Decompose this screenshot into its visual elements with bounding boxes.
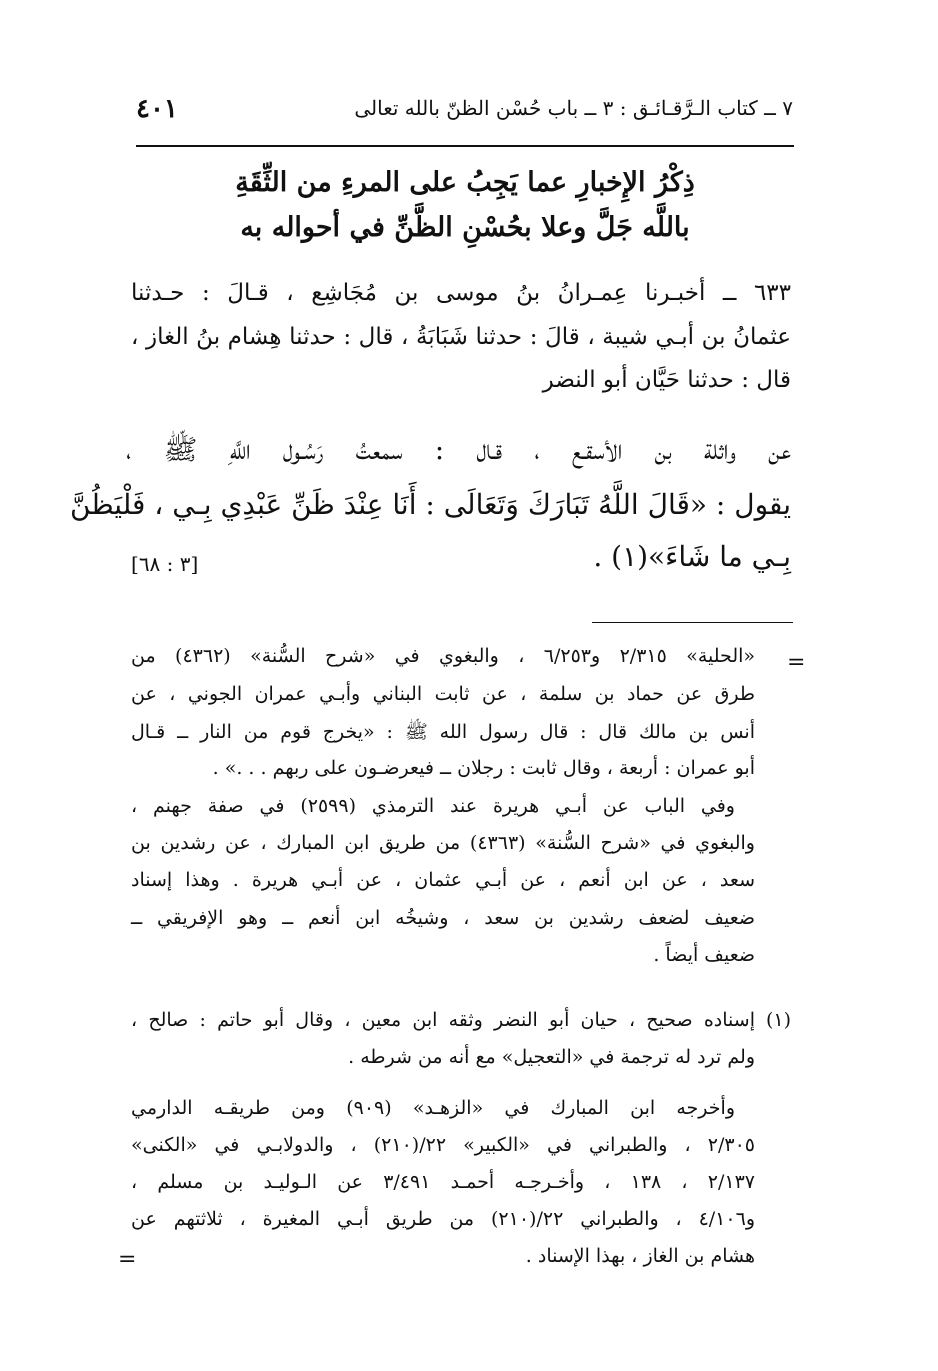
footnote-cont-line-1: «الحلية» ٢/٣١٥ و٦/٢٥٣ ، والبغوي في «شرح السُّنة» (٤٣٦٢) من [131,645,756,667]
footnote-cont-para2-line-5: ضعيف أيضاً . [653,944,755,966]
isnad-line-2: عثمانُ بن أبـي شيبة ، قالَ : حدثنا شَبَابَةُ ، قال : حدثنا هِشام بنُ الغاز ، [131,324,791,350]
footnote-cont-para2-line-4: ضعيف لضعف رشدين بن سعد ، وشيخُه ابن أنعم ــ وهو الإفريقي ــ [131,907,755,929]
footnote-divider [592,622,793,623]
footnote-cont-line-3: أنس بن مالك قال : قال رسول الله ﷺ : «يخرج قوم من النار ــ قـال [131,721,755,743]
hadith-line-2: يقول : «قَالَ اللَّهُ تَبَارَكَ وَتَعَالَى : أَنَا عِنْدَ ظَنِّ عَبْدِي بِـي ، فَلْيَظُنَّ [70,488,791,521]
page-number: ٤٠١ [136,94,178,124]
isnad-line-1: ٦٣٣ ــ أخبـرنا عِمـرانُ بنُ موسى بن مُجَاشِع ، قـالَ : حـدثنا [131,280,791,306]
footnote-1-para2-line-3: ٢/١٣٧ ، ١٣٨ ، وأخـرجـه أحمـد ٣/٤٩١ عن الـوليـد بن مسلم ، [131,1171,755,1193]
section-heading-line-2: باللَّه جَلَّ وعلا بحُسْنِ الظَّنِّ في أحواله به [240,212,690,243]
footnote-1-line-2: ولم ترد له ترجمة في «التعجيل» مع أنه من شرطه . [348,1046,755,1068]
isnad-line-3: قال : حدثنا حَيَّان أبو النضر [542,367,791,393]
footnote-cont-para2-line-2: والبغوي في «شرح السُّنة» (٤٣٦٣) من طريق ابن المبارك ، عن رشدين بن [131,832,755,854]
footnote-1-para2-line-1: وأخرجه ابن المبارك في «الزهـد» (٩٠٩) ومن طريقـه الدارمي [131,1097,735,1119]
header-divider [136,145,794,147]
section-heading-line-1: ذِكْرُ الإِخبارِ عما يَجِبُ على المرءِ من الثِّقَةِ [235,167,695,198]
running-header-title: ٧ ــ كتاب الـرَّقـائـق : ٣ ــ باب حُسْن الظنّ بالله تعالى [354,96,793,120]
footnote-cont-line-2: طرق عن حماد بن سلمة ، عن ثابت البناني وأبـي عمران الجوني ، عن [131,683,755,705]
footnote-1-para2-line-5: هشام بن الغاز ، بهذا الإسناد . [525,1245,755,1267]
footnote-1-number: (١) [765,1009,791,1031]
hadith-line-1: عن واثلة بن الأسقـع ، قـال : سمعتُ رَسُـول اللَّهِ ﷺ ، [126,433,791,466]
footnote-cont-line-4: أبو عمران : أربعة ، وقال ثابت : رجلان ــ فيعرضـون على ربهم . . .» . [212,757,755,779]
footnote-continues-marker: = [118,1247,137,1272]
footnote-continuation-marker: = [787,650,806,675]
hadith-reference: [٣ : ٦٨] [131,552,199,576]
footnote-1-line-1: إسناده صحيح ، حيان أبو النضر وثقه ابن معين ، وقال أبو حاتم : صالح ، [131,1009,755,1031]
footnote-1-para2-line-2: ٢/٣٠٥ ، والطبراني في «الكبير» ٢٢/(٢١٠) ، والدولابـي في «الكنى» [131,1134,756,1156]
footnote-cont-para2-line-1: وفي الباب عن أبـي هريرة عند الترمذي (٢٥٩٩) في صفة جهنم ، [131,795,735,817]
footnote-cont-para2-line-3: سعد ، عن ابن أنعم ، عن أبـي عثمان ، عن أبـي هريرة . وهذا إسناد [131,869,755,891]
hadith-line-3: بِـي ما شَاءَ»(١) . [593,540,791,573]
footnote-1-para2-line-4: و٤/١٠٦ ، والطبراني ٢٢/(٢١٠) من طريق أبـي المغيرة ، ثلاثتهم عن [131,1208,755,1230]
